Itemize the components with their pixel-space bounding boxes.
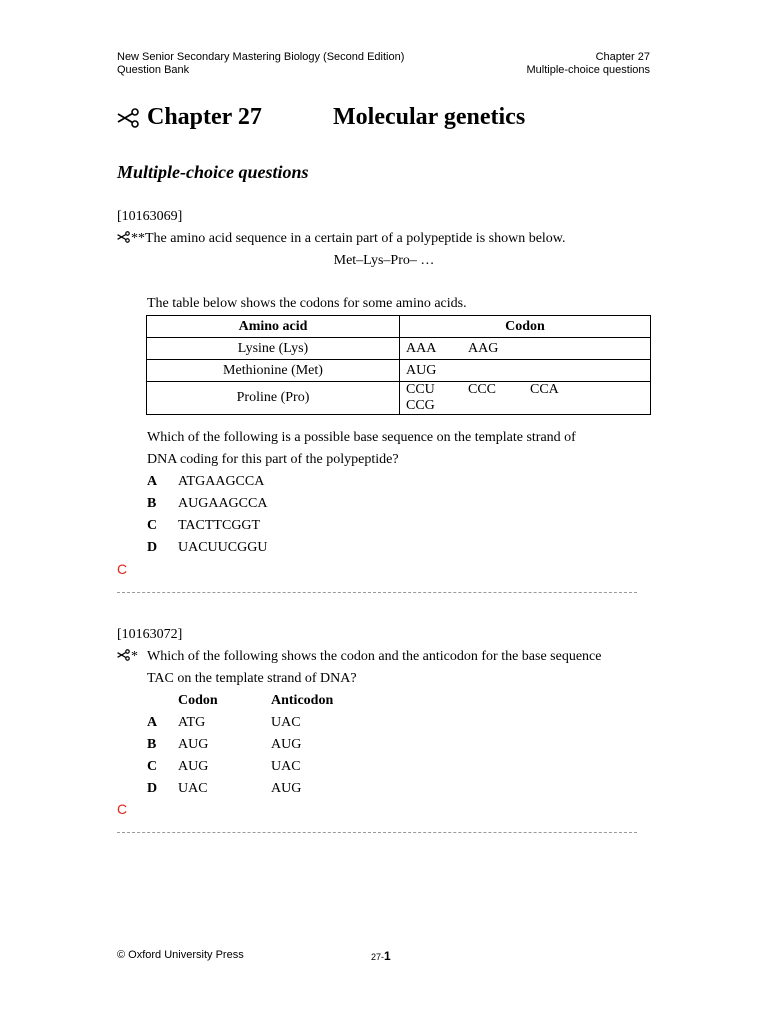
header-codon: Codon bbox=[400, 316, 651, 338]
q2-question-line-1: Which of the following shows the codon and the anticodon for the base sequence bbox=[147, 649, 602, 664]
header-book-title: New Senior Secondary Mastering Biology (Second Edition) bbox=[117, 51, 405, 63]
q2-id: [10163072] bbox=[117, 627, 183, 642]
scissors-icon bbox=[117, 231, 131, 243]
q2-option-b[interactable]: B AUG AUG bbox=[147, 737, 302, 752]
codon: CCG bbox=[406, 398, 435, 413]
table-row bbox=[147, 338, 651, 360]
q1-difficulty-marker: ** bbox=[131, 231, 145, 246]
q1-table-intro: The table below shows the codons for some amino acids. bbox=[147, 296, 467, 311]
chapter-topic: Molecular genetics bbox=[333, 104, 526, 130]
header-question-bank: Question Bank bbox=[117, 64, 190, 76]
q2-option-c[interactable]: C AUG UAC bbox=[147, 759, 301, 774]
page-number: 1 bbox=[384, 949, 391, 963]
q1-question-line-2: DNA coding for this part of the polypeptide? bbox=[147, 452, 399, 467]
codon: CCC bbox=[468, 382, 497, 397]
amino-acid-cell: Methionine (Met) bbox=[147, 360, 400, 382]
q2-anticodon-header: Anticodon bbox=[271, 693, 334, 708]
codon-cell bbox=[400, 338, 651, 360]
amino-acid-cell: Proline (Pro) bbox=[147, 382, 400, 415]
q1-stem: The amino acid sequence in a certain part of a polypeptide is shown below. bbox=[145, 231, 566, 246]
q2-difficulty-marker: * bbox=[131, 649, 138, 664]
q1-option-d[interactable]: D UACUUCGGU bbox=[147, 540, 268, 555]
scissors-icon bbox=[117, 649, 131, 661]
codon: CCU bbox=[406, 382, 435, 397]
table-row bbox=[147, 360, 651, 382]
q2-option-a[interactable]: A ATG UAC bbox=[147, 715, 301, 730]
q1-option-a[interactable]: A ATGAAGCCA bbox=[147, 474, 265, 489]
codon-cell bbox=[400, 382, 651, 415]
codon: AAG bbox=[468, 340, 499, 356]
table-row bbox=[147, 382, 651, 415]
footer-publisher: © Oxford University Press bbox=[117, 949, 244, 961]
q1-answer: C bbox=[117, 561, 128, 577]
codon: CCA bbox=[530, 382, 559, 397]
q1-option-b[interactable]: B AUGAAGCCA bbox=[147, 496, 268, 511]
amino-acid-cell: Lysine (Lys) bbox=[147, 338, 400, 360]
divider bbox=[117, 592, 637, 593]
codon-cell bbox=[400, 360, 651, 382]
codon-table-header bbox=[147, 316, 651, 338]
codon: AUG bbox=[406, 362, 437, 378]
q1-sequence: Met–Lys–Pro– … bbox=[333, 253, 435, 268]
divider bbox=[117, 832, 637, 833]
section-subtitle: Multiple-choice questions bbox=[117, 162, 309, 182]
q2-stem-row bbox=[117, 646, 138, 668]
header-chapter: Chapter 27 bbox=[595, 51, 650, 63]
chapter-number: Chapter 27 bbox=[147, 104, 262, 130]
q2-codon-header: Codon bbox=[178, 693, 218, 708]
q1-stem-row bbox=[117, 228, 566, 250]
scissors-icon bbox=[117, 108, 141, 128]
codon-table bbox=[146, 315, 651, 415]
page-prefix: 27- bbox=[371, 952, 385, 962]
q2-column-headers bbox=[178, 690, 333, 712]
q1-id: [10163069] bbox=[117, 209, 183, 224]
q2-option-d[interactable]: D UAC AUG bbox=[147, 781, 302, 796]
q1-option-c[interactable]: C TACTTCGGT bbox=[147, 518, 261, 533]
header-section: Multiple-choice questions bbox=[526, 64, 650, 76]
q1-question-line-1: Which of the following is a possible base sequence on the template strand of bbox=[147, 430, 576, 445]
footer-page bbox=[371, 947, 391, 965]
q2-question-line-2: TAC on the template strand of DNA? bbox=[147, 671, 357, 686]
header-amino-acid: Amino acid bbox=[147, 316, 400, 338]
codon: AAA bbox=[406, 340, 437, 356]
q2-answer: C bbox=[117, 801, 128, 817]
